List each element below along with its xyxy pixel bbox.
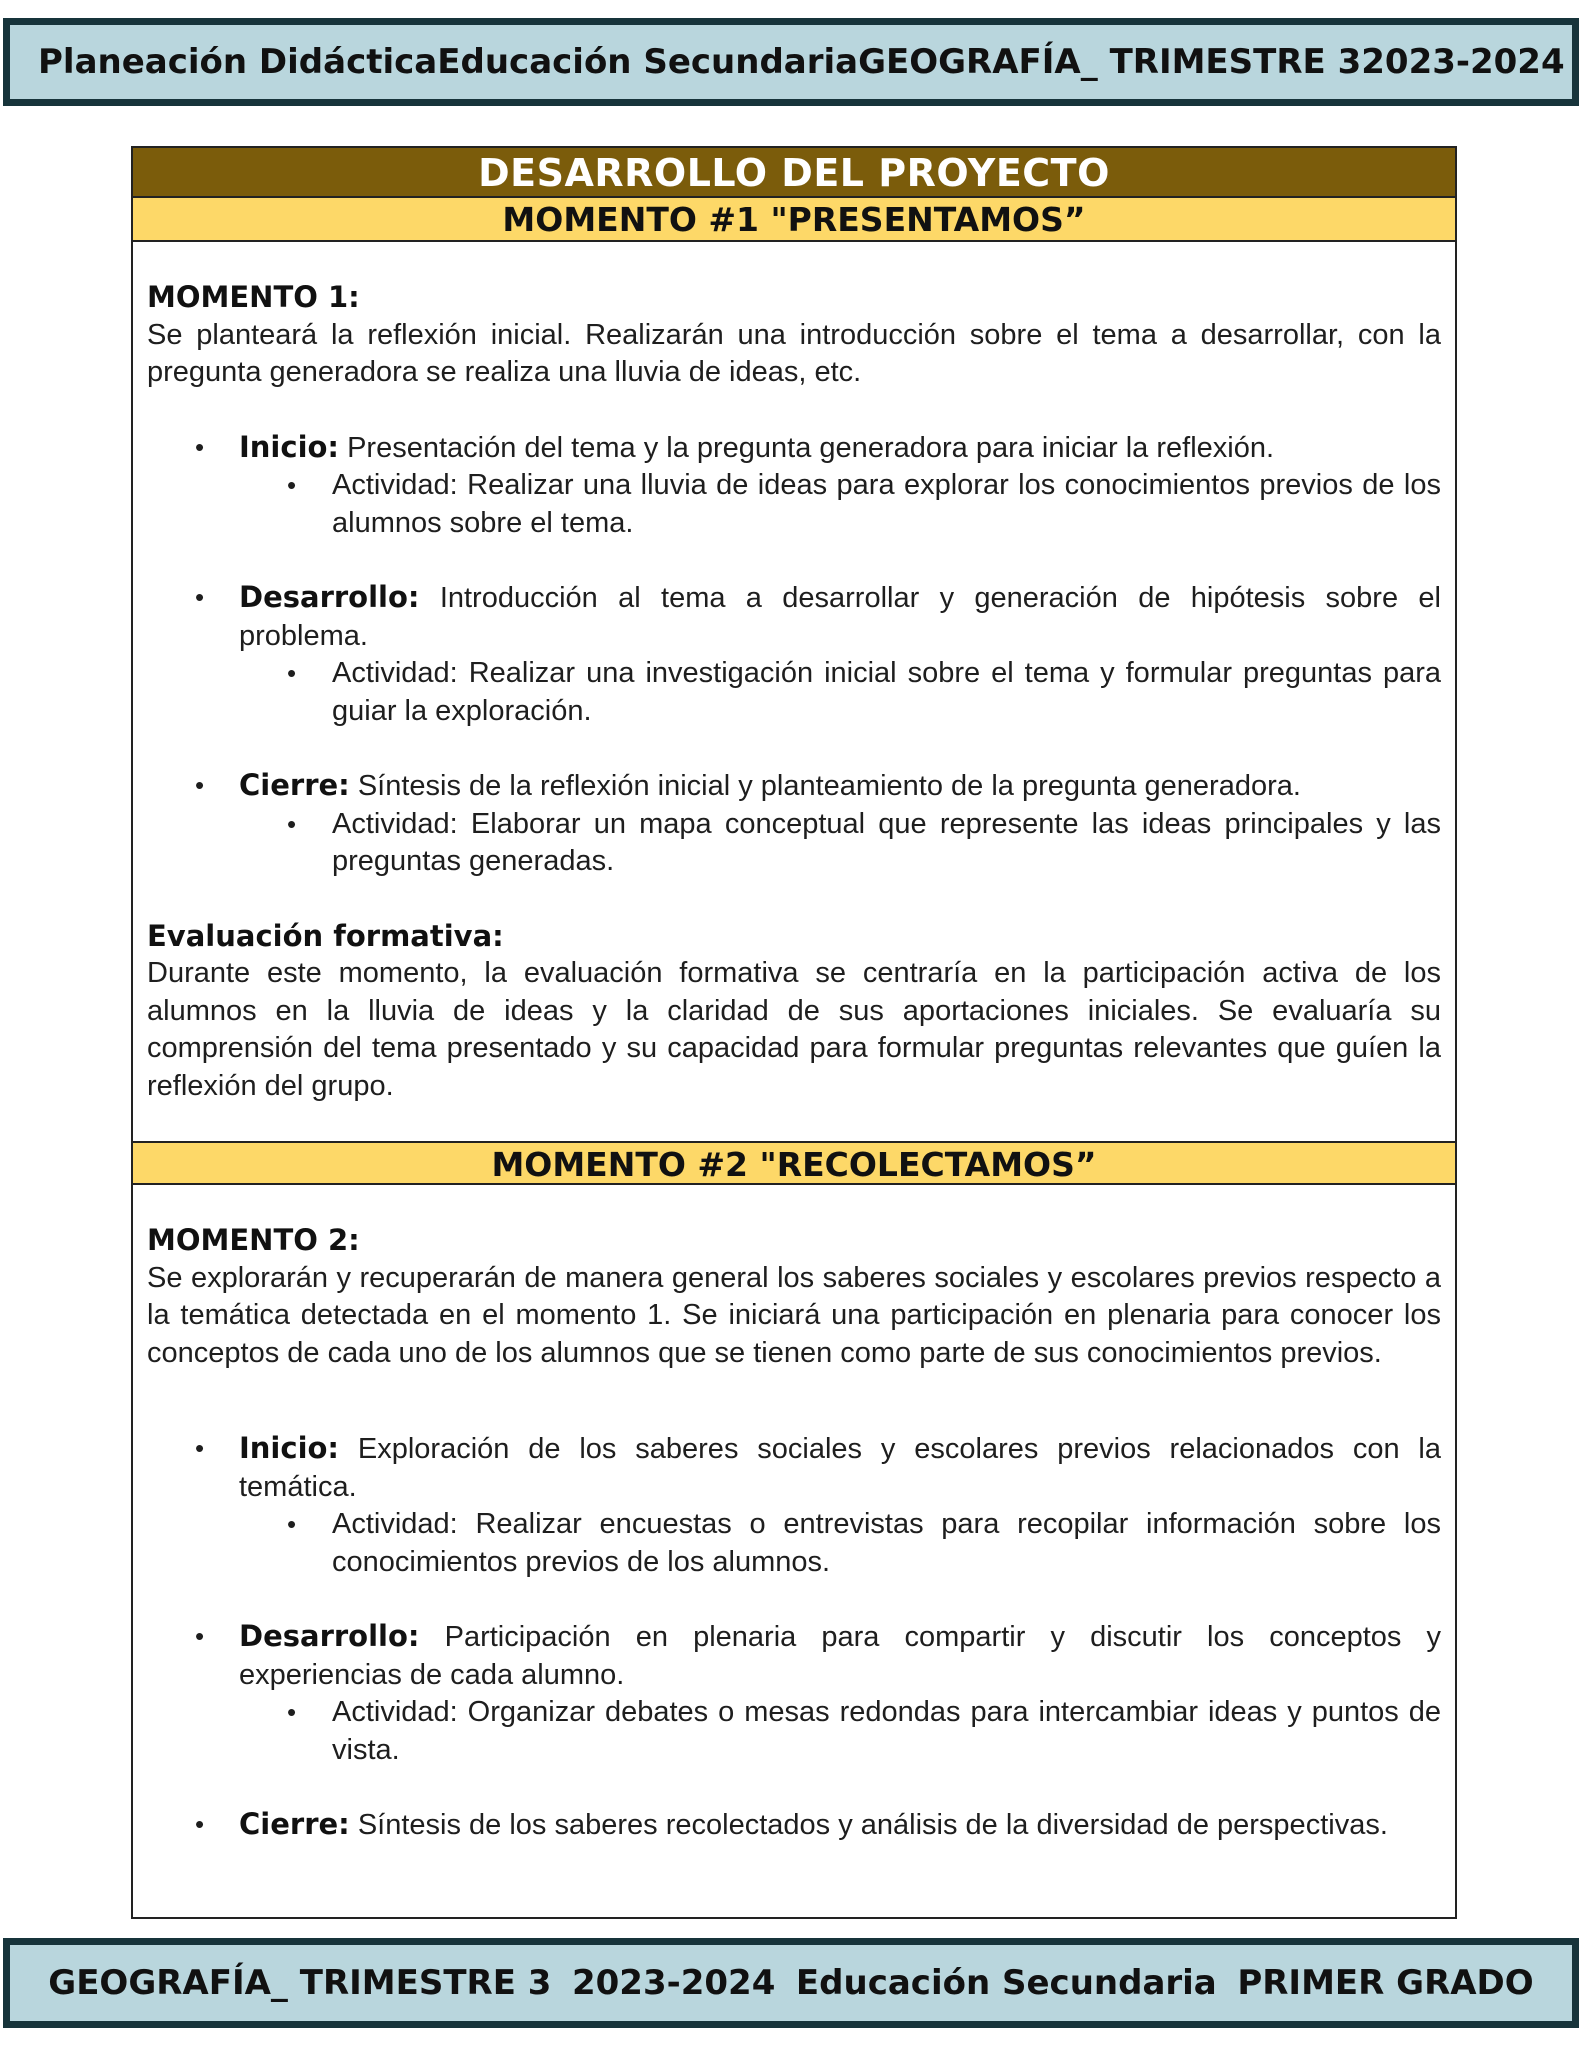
list-item xyxy=(147,655,1441,730)
activity-text: Actividad: Realizar una lluvia de ideas para explorar los conocimientos previos de los alumnos sobre el tema. xyxy=(332,469,1441,539)
bullet-icon: • xyxy=(195,770,205,800)
footer-banner xyxy=(3,1938,1579,2028)
list-item xyxy=(147,429,1441,468)
list-item xyxy=(147,767,1441,806)
activity-text: Actividad: Realizar encuestas o entrevistas para recopilar información sobre los conocimientos previos de los alumnos. xyxy=(332,1508,1441,1578)
list-item xyxy=(147,1430,1441,1506)
list-item xyxy=(147,1506,1441,1581)
phase-text: Síntesis de los saberes recolectados y análisis de la diversidad de perspectivas. xyxy=(349,1809,1388,1841)
phase-label: Inicio: xyxy=(239,429,340,464)
bullet-icon: • xyxy=(195,582,205,612)
moment-1-phase-list-2 xyxy=(147,579,1441,730)
moment-2-banner: MOMENTO #2 "RECOLECTAMOS” xyxy=(133,1141,1455,1185)
bullet-icon: • xyxy=(287,658,297,688)
moment-1-phase-list xyxy=(147,429,1441,543)
phase-text: Presentación del tema y la pregunta generadora para iniciar la reflexión. xyxy=(339,431,1275,464)
bullet-icon: • xyxy=(287,808,297,839)
project-document xyxy=(131,146,1457,1919)
phase-label: Cierre: xyxy=(239,1807,350,1841)
list-item xyxy=(147,806,1441,881)
phase-text: Síntesis de la reflexión inicial y planteamiento de la pregunta generadora. xyxy=(349,770,1301,802)
moment-1-intro: Se planteará la reflexión inicial. Realizarán una introducción sobre el tema a desarrollar, con la pregunta generadora se realiza una lluvia de ideas, etc. xyxy=(147,318,1441,388)
evaluation-text: Durante este momento, la evaluación formativa se centraría en la participación activa de los alumnos en la lluvia de ideas y la claridad de sus aportaciones iniciales. Se evaluaría su comprensión del tema presentado y su capacidad para formular preguntas relevantes que guíen la reflexión del grupo. xyxy=(147,957,1441,1102)
moment-2-label: MOMENTO 2: xyxy=(147,1223,360,1257)
phase-text: Exploración de los saberes sociales y escolares previos relacionados con la temática. xyxy=(239,1433,1441,1503)
moment-2-phase-list-2 xyxy=(147,1618,1441,1769)
bullet-icon: • xyxy=(195,431,205,462)
phase-label: Cierre: xyxy=(239,768,350,802)
bullet-icon: • xyxy=(287,1697,297,1727)
moment-1-phase-list-3 xyxy=(147,767,1441,881)
activity-text: Actividad: Realizar una investigación inicial sobre el tema y formular preguntas para guiar la exploración. xyxy=(332,657,1441,727)
activity-text: Actividad: Elaborar un mapa conceptual que represente las ideas principales y las preguntas generadas. xyxy=(332,807,1441,877)
header-item-level: Educación Secundaria xyxy=(437,42,859,82)
moment-2-intro: Se explorarán y recuperarán de manera general los saberes sociales y escolares previos respecto a la temática detectada en el momento 1. Se iniciará una participación en plenaria para conocer los conceptos de cada uno de los alumnos que se tienen como parte de sus conocimientos previos. xyxy=(147,1261,1441,1369)
activity-text: Actividad: Organizar debates o mesas redondas para intercambiar ideas y puntos de vista. xyxy=(332,1696,1441,1766)
moment-1-content xyxy=(133,242,1455,1141)
bullet-icon: • xyxy=(195,1433,205,1463)
phase-text: Introducción al tema a desarrollar y generación de hipótesis sobre el problema. xyxy=(239,582,1441,652)
bullet-icon: • xyxy=(195,1809,205,1839)
header-item-year: 2023-2024 xyxy=(1361,42,1565,82)
footer-item-grade: PRIMER GRADO xyxy=(1237,1963,1534,2003)
phase-label: Desarrollo: xyxy=(239,580,420,614)
list-item xyxy=(147,467,1441,542)
moment-2-phase-list-3 xyxy=(147,1806,1441,1845)
header-item-subject: GEOGRAFÍA_ TRIMESTRE 3 xyxy=(858,42,1362,82)
footer-item-level: Educación Secundaria xyxy=(795,1963,1217,2003)
header-banner xyxy=(3,18,1579,106)
moment-1-label: MOMENTO 1: xyxy=(147,280,360,314)
phase-label: Desarrollo: xyxy=(239,1619,420,1653)
footer-item-year: 2023-2024 xyxy=(571,1963,776,2003)
evaluation-label: Evaluación formativa: xyxy=(147,918,504,953)
moment-2-phase-list xyxy=(147,1430,1441,1581)
list-item xyxy=(147,1618,1441,1694)
moment-2-content xyxy=(133,1185,1455,1845)
footer-item-subject: GEOGRAFÍA_ TRIMESTRE 3 xyxy=(48,1963,552,2003)
bullet-icon: • xyxy=(195,1621,205,1651)
phase-label: Inicio: xyxy=(239,1431,340,1465)
list-item xyxy=(147,1806,1441,1845)
header-item-planning: Planeación Didáctica xyxy=(38,42,438,82)
document-title: DESARROLLO DEL PROYECTO xyxy=(133,148,1455,198)
moment-1-banner: MOMENTO #1 "PRESENTAMOS” xyxy=(133,198,1455,242)
list-item xyxy=(147,1694,1441,1769)
phase-text: Participación en plenaria para compartir y discutir los conceptos y experiencias de cada alumno. xyxy=(239,1621,1441,1691)
bullet-icon: • xyxy=(287,470,297,500)
list-item xyxy=(147,579,1441,655)
bullet-icon: • xyxy=(287,1509,297,1539)
